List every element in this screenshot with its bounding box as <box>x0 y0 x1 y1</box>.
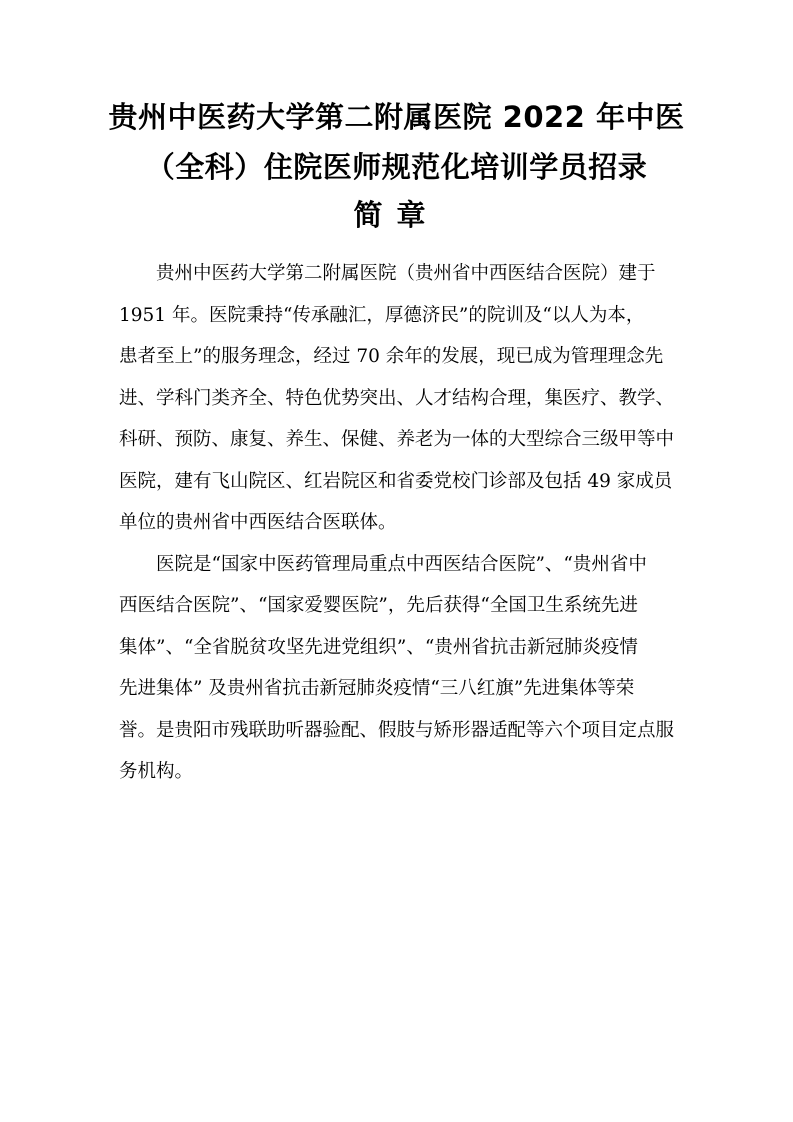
paragraph-line: 患者至上”的服务理念，经过 70 余年的发展，现已成为管理理念先 <box>119 346 664 367</box>
paragraph-1 <box>119 253 684 544</box>
paragraph-line: 集体”、“全省脱贫攻坚先进党组织”、“贵州省抗击新冠肺炎疫情 <box>119 636 638 658</box>
title-line-2: （全科）住院医师规范化培训学员招录 <box>145 150 648 184</box>
paragraph-line: 先进集体” 及贵州省抗击新冠肺炎疫情“三八红旗”先进集体等荣 <box>119 678 635 699</box>
paragraph-line: 贵州中医药大学第二附属医院（贵州省中西医结合医院）建于 <box>156 263 656 284</box>
paragraph-line: 务机构。 <box>119 761 194 782</box>
paragraph-line: 医院，建有飞山院区、红岩院区和省委党校门诊部及包括 49 家成员 <box>119 470 673 492</box>
paragraph-line: 单位的贵州省中西医结合医联体。 <box>119 512 397 533</box>
document-body <box>119 253 684 793</box>
document-subtitle: 简章 <box>353 198 440 232</box>
document-title <box>100 92 693 192</box>
paragraph-line: 进、学科门类齐全、特色优势突出、人才结构合理，集医疗、教学、 <box>119 387 675 409</box>
paragraph-2 <box>119 544 684 793</box>
paragraph-line: 誉。是贵阳市残联助听器验配、假肢与矫形器适配等六个项目定点服 <box>119 719 675 741</box>
title-line-1: 贵州中医药大学第二附属医院 2022 年中医 <box>108 100 685 134</box>
paragraph-line: 医院是“国家中医药管理局重点中西医结合医院”、“贵州省中 <box>156 553 647 575</box>
paragraph-line: 1951 年。医院秉持“传承融汇，厚德济民”的院训及“以人为本， <box>119 304 645 326</box>
paragraph-line: 科研、预防、康复、养生、保健、养老为一体的大型综合三级甲等中 <box>119 429 675 450</box>
paragraph-line: 西医结合医院”、“国家爱婴医院”，先后获得“全国卫生系统先进 <box>119 595 638 616</box>
